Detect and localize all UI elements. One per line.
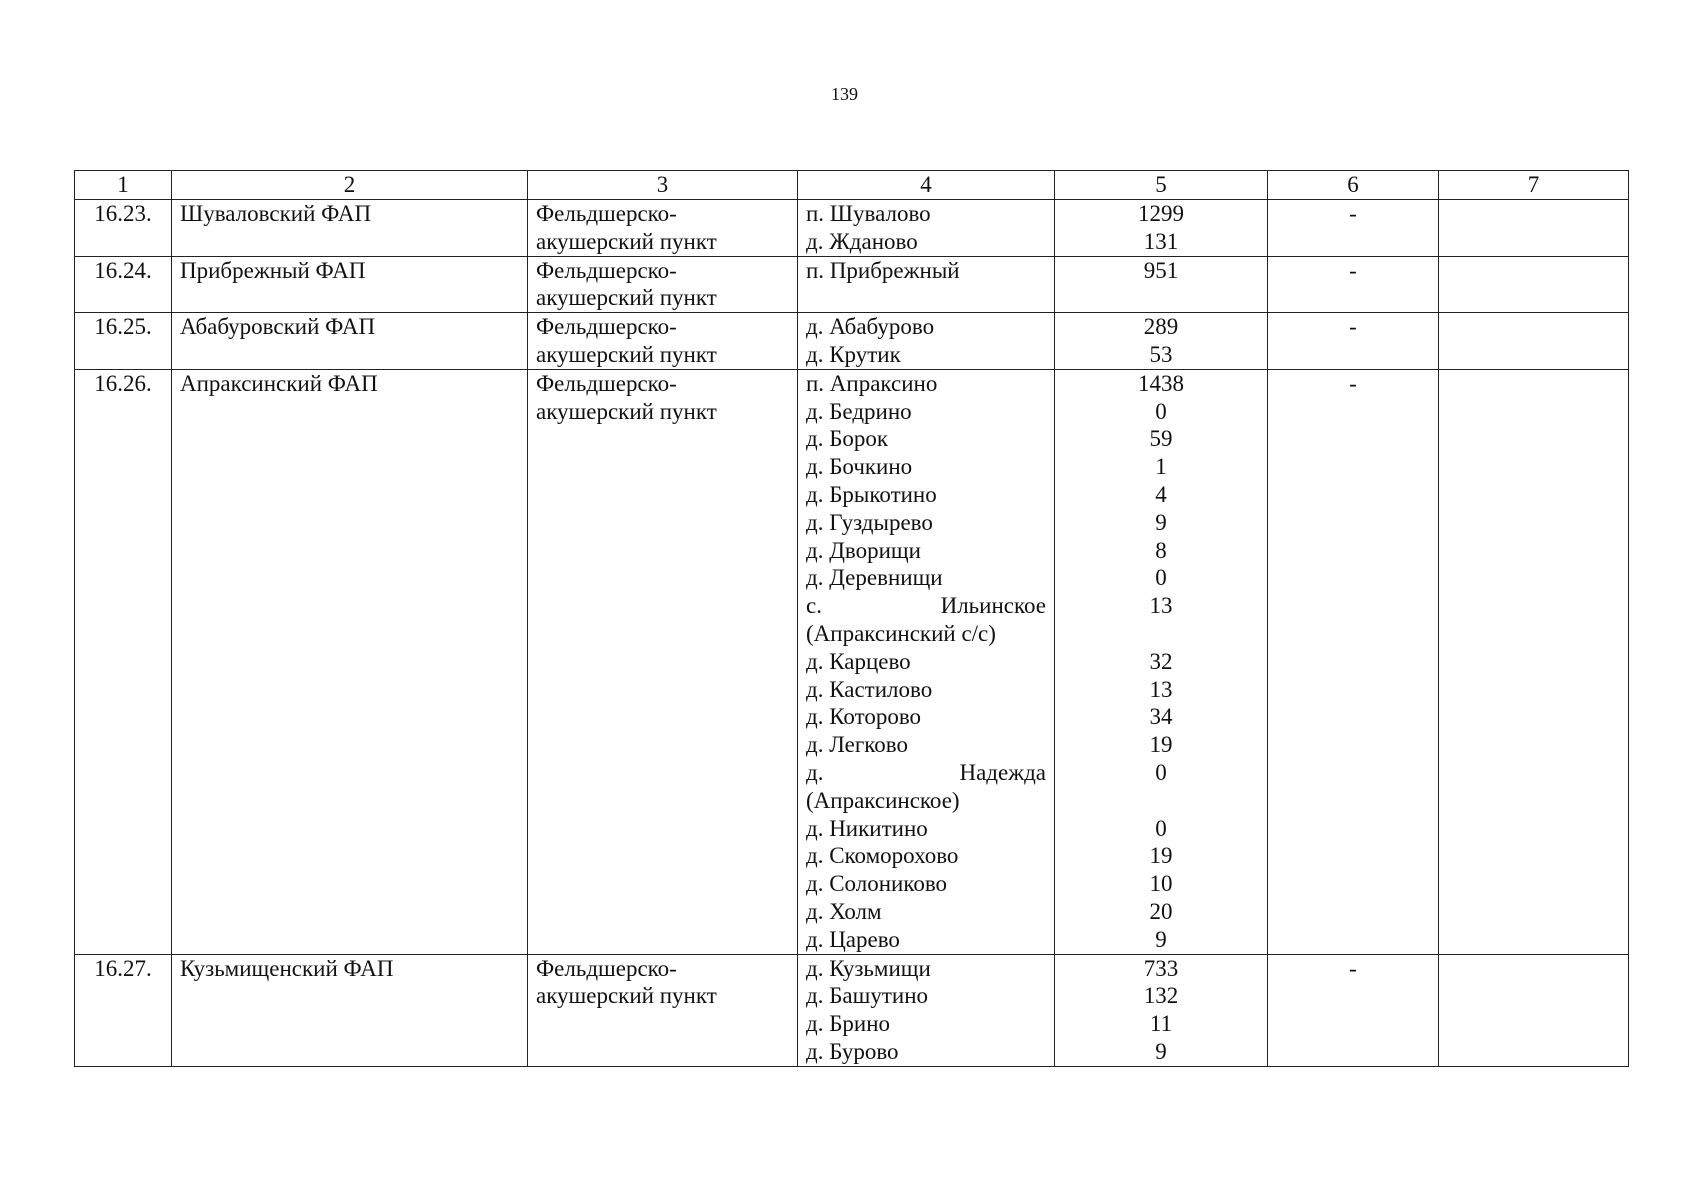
- facility-name-cell: [172, 313, 528, 370]
- settlement-name: д. Бедрино: [806, 398, 912, 424]
- population-cell: [1055, 954, 1268, 1066]
- settlement-name: д. Царево: [806, 926, 900, 952]
- facility-type-cell: [528, 200, 798, 257]
- facility-name-cell: [172, 369, 528, 954]
- facility-name-cell: [172, 954, 528, 1066]
- facility-name: Кузьмищенский ФАП: [180, 955, 394, 981]
- col7-value: [1447, 313, 1620, 341]
- col-header-6: 6: [1268, 171, 1439, 200]
- facility-name: Апраксинский ФАП: [180, 370, 378, 396]
- facility-type-cell: [528, 256, 798, 313]
- settlement-name-part: Ильинское: [940, 593, 1046, 619]
- settlement-name: д. Гуздырево: [806, 509, 933, 535]
- settlement-name: д. Деревнищи: [806, 565, 943, 591]
- settlements-cell: [798, 369, 1055, 954]
- settlement-name: д. Брыкотино: [806, 481, 937, 507]
- settlement-prefix: с.: [806, 593, 822, 619]
- settlement-name-continuation: (Апраксинский с/с): [806, 620, 996, 646]
- population-cell: [1055, 200, 1268, 257]
- population-value: 20: [1149, 898, 1173, 924]
- table-row: [75, 200, 1629, 257]
- settlement-name: п. Шувалово: [806, 201, 931, 226]
- settlement-name: д. Крутик: [806, 341, 901, 367]
- table-row: [75, 313, 1629, 370]
- facility-type-line: акушерский пункт: [536, 398, 717, 424]
- col6-cell: [1268, 369, 1439, 954]
- row-number-cell: [75, 954, 172, 1066]
- settlement-name: д. Башутино: [806, 983, 928, 1009]
- col7-value: [1447, 257, 1620, 285]
- col-header-4: 4: [798, 171, 1055, 200]
- population-spacer: [1063, 787, 1259, 815]
- facility-type-line: акушерский пункт: [536, 983, 717, 1009]
- population-value: 9: [1155, 1038, 1167, 1064]
- settlement-name: д. Жданово: [806, 228, 918, 254]
- population-value: 32: [1149, 648, 1173, 674]
- population-cell: [1055, 256, 1268, 313]
- col6-cell: [1268, 954, 1439, 1066]
- table-row: [75, 256, 1629, 313]
- population-value: 131: [1143, 228, 1179, 254]
- population-value: 34: [1149, 704, 1173, 730]
- facility-type-line: акушерский пункт: [536, 341, 717, 367]
- col7-value: [1447, 955, 1620, 983]
- settlement-name-continuation: (Апраксинское): [806, 787, 960, 813]
- settlement-name: п. Прибрежный: [806, 257, 960, 283]
- col7-cell: [1439, 369, 1629, 954]
- col7-cell: [1439, 313, 1629, 370]
- population-cell: [1055, 369, 1268, 954]
- settlement-name: д. Которово: [806, 704, 922, 730]
- facility-type-line: Фельдшерско-: [536, 955, 677, 981]
- row-number: 16.24.: [94, 257, 152, 283]
- settlement-name: д. Кузьмищи: [806, 955, 931, 981]
- facility-name-cell: [172, 200, 528, 257]
- facility-type-cell: [528, 369, 798, 954]
- settlement-name: д. Брино: [806, 1011, 891, 1037]
- settlement-name: п. Апраксино: [806, 370, 938, 396]
- facility-type-line: Фельдшерско-: [536, 314, 677, 340]
- settlement-name: д. Абабурово: [806, 314, 935, 340]
- population-value: 0: [1155, 815, 1167, 841]
- settlement-name: д. Холм: [806, 898, 882, 924]
- settlement-name: д. Солониково: [806, 871, 948, 897]
- settlements-cell: [798, 200, 1055, 257]
- population-value: 289: [1143, 314, 1179, 340]
- settlement-name: д. Дворищи: [806, 537, 921, 563]
- settlement-prefix: д.: [806, 759, 824, 785]
- population-value: 1299: [1138, 201, 1184, 226]
- facility-name-cell: [172, 256, 528, 313]
- settlement-name-part: Надежда: [959, 759, 1046, 785]
- facility-type-cell: [528, 954, 798, 1066]
- row-number-cell: [75, 200, 172, 257]
- col-header-1: 1: [75, 171, 172, 200]
- col7-value: [1447, 370, 1620, 398]
- population-value: 733: [1143, 955, 1179, 981]
- facility-name: Шуваловский ФАП: [180, 201, 372, 226]
- settlement-name: д. Скоморохово: [806, 843, 959, 869]
- col7-cell: [1439, 954, 1629, 1066]
- settlement-name: д. Борок: [806, 426, 889, 452]
- col6-value: -: [1349, 201, 1357, 226]
- col-header-3: 3: [528, 171, 798, 200]
- col6-value: -: [1349, 257, 1357, 283]
- col7-value: [1447, 200, 1620, 228]
- population-value: 13: [1149, 676, 1173, 702]
- header-row: [75, 171, 1629, 200]
- population-value: 1: [1155, 454, 1167, 480]
- row-number: 16.27.: [94, 955, 152, 981]
- population-value: 19: [1149, 843, 1173, 869]
- settlement-name: д. Бурово: [806, 1038, 899, 1064]
- population-value: 8: [1155, 537, 1167, 563]
- facility-type-line: Фельдшерско-: [536, 370, 677, 396]
- population-value: 951: [1143, 257, 1179, 283]
- settlement-name: д. Бочкино: [806, 454, 913, 480]
- row-number-cell: [75, 369, 172, 954]
- settlements-cell: [798, 954, 1055, 1066]
- row-number: 16.23.: [94, 201, 152, 226]
- col7-cell: [1439, 200, 1629, 257]
- population-value: 59: [1149, 426, 1173, 452]
- settlement-name: д. Карцево: [806, 648, 911, 674]
- col6-cell: [1268, 256, 1439, 313]
- population-value: 132: [1143, 983, 1179, 1009]
- col-header-7: 7: [1439, 171, 1629, 200]
- row-number: 16.26.: [94, 370, 152, 396]
- population-spacer: [1063, 284, 1259, 312]
- facility-type-line: Фельдшерско-: [536, 201, 677, 226]
- population-value: 0: [1155, 565, 1167, 591]
- facility-type-line: акушерский пункт: [536, 285, 717, 311]
- facility-type-cell: [528, 313, 798, 370]
- row-number-cell: [75, 256, 172, 313]
- population-cell: [1055, 313, 1268, 370]
- population-value: 13: [1149, 593, 1173, 619]
- population-value: 53: [1149, 341, 1173, 367]
- facility-type-line: Фельдшерско-: [536, 257, 677, 283]
- settlements-cell: [798, 256, 1055, 313]
- population-value: 1438: [1138, 370, 1184, 396]
- col6-value: -: [1349, 370, 1357, 396]
- population-value: 9: [1155, 509, 1167, 535]
- population-spacer: [1063, 620, 1259, 648]
- col-header-5: 5: [1055, 171, 1268, 200]
- population-value: 4: [1155, 481, 1167, 507]
- population-value: 0: [1155, 759, 1167, 785]
- population-value: 19: [1149, 732, 1173, 758]
- settlement-name: [806, 592, 1046, 620]
- settlements-cell: [798, 313, 1055, 370]
- col6-value: -: [1349, 314, 1357, 340]
- population-value: 11: [1149, 1011, 1173, 1037]
- col-header-2: 2: [172, 171, 528, 200]
- col7-cell: [1439, 256, 1629, 313]
- settlement-spacer: [806, 284, 1046, 312]
- table-row: [75, 954, 1629, 1066]
- settlement-name: д. Кастилово: [806, 676, 933, 702]
- facility-name: Абабуровский ФАП: [180, 314, 376, 340]
- col6-cell: [1268, 200, 1439, 257]
- facilities-table: [74, 170, 1629, 1067]
- population-value: 9: [1155, 926, 1167, 952]
- table-row: [75, 369, 1629, 954]
- row-number: 16.25.: [94, 314, 152, 340]
- col6-value: -: [1349, 955, 1357, 981]
- settlement-name: д. Легково: [806, 732, 908, 758]
- population-value: 10: [1149, 871, 1173, 897]
- col6-cell: [1268, 313, 1439, 370]
- facility-type-line: акушерский пункт: [536, 228, 717, 254]
- settlement-name: [806, 759, 1046, 787]
- facility-name: Прибрежный ФАП: [180, 257, 366, 283]
- population-value: 0: [1155, 398, 1167, 424]
- settlement-name: д. Никитино: [806, 815, 928, 841]
- row-number-cell: [75, 313, 172, 370]
- page-number: 139: [831, 84, 858, 104]
